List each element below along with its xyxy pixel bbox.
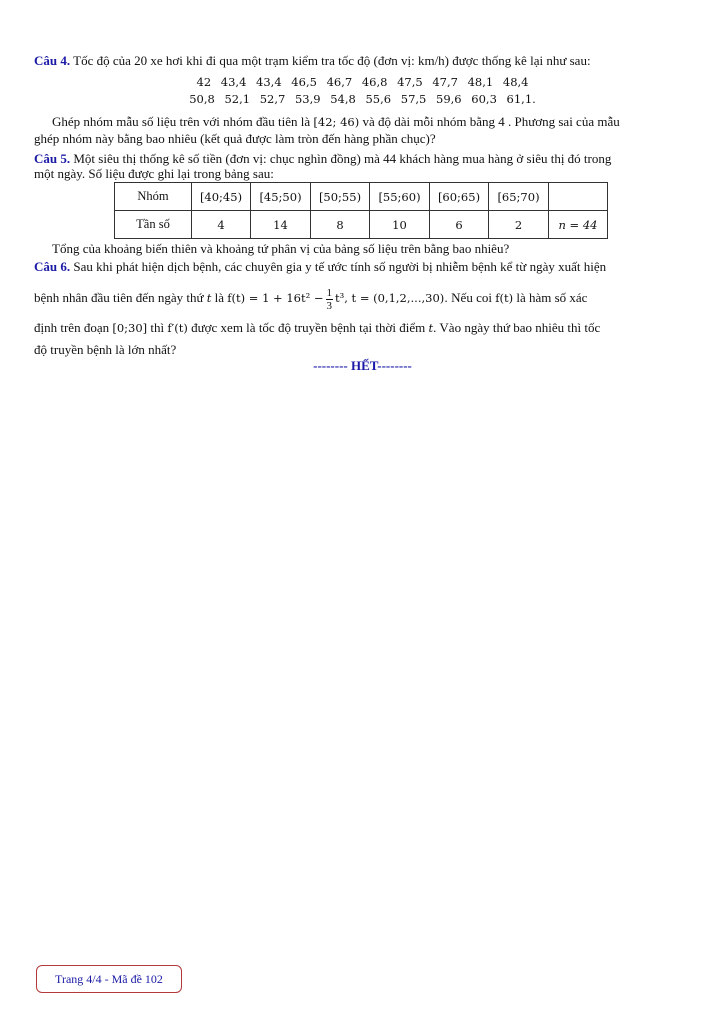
domain-interval: [0;30] [112,321,148,335]
group-cell: [50;55) [311,183,370,211]
q4-task-text-a: Ghép nhóm mẫu số liệu trên với nhóm đầu tiên là [52,114,311,129]
variable-t-2: t [428,321,434,335]
empty-cell [549,183,608,211]
q5-intro-2: một ngày. Số liệu được ghi lại trong bảng sau: [34,166,274,181]
q4-text: Tốc độ của 20 xe hơi khi đi qua một trạm kiểm tra tốc độ (đơn vị: km/h) được thống kê lại như sau: [73,53,591,68]
function-f: f(t) [495,291,514,305]
fraction-one-third [326,287,334,312]
q4-first-interval: [42; 46) [313,115,360,129]
fraction-numerator: 1 [326,286,332,299]
page-footer: Trang 4/4 - Mã đề 102 [36,965,182,993]
q4-task-line-1 [52,114,620,130]
q6-text-1: Sau khi phát hiện dịch bệnh, các chuyên gia y tế ước tính số người bị nhiễm bệnh kể từ ngày xuất hiện [73,259,607,274]
q6-text-3d: . Vào ngày thứ bao nhiêu thì tốc [433,320,601,335]
q4-task-line-2: ghép nhóm này bằng bao nhiêu (kết quả được làm tròn đến hàng phần chục)? [34,131,436,146]
freq-cell: 2 [489,211,549,239]
freq-cell: 14 [251,211,311,239]
table-row [115,183,608,211]
q6-text-2d: là hàm số xác [516,290,588,305]
q5-question: Tổng của khoảng biến thiên và khoảng tứ phân vị của bảng số liệu trên bằng bao nhiêu? [52,241,510,256]
total-cell: n = 44 [549,211,608,239]
q4-label: Câu 4. [34,53,71,68]
q4-data-row-1: 42 43,4 43,4 46,5 46,7 46,8 47,5 47,7 48,1 48,4 [196,75,529,89]
freq-cell: 6 [430,211,489,239]
formula-right: t³, t = (0,1,2,...,30). [335,291,448,305]
q6-text-3b: thì [150,320,165,335]
variable-t: t [206,291,212,305]
q6-text-2b: là [214,290,225,305]
q6-text-2c: Nếu coi [451,290,492,305]
q6-label: Câu 6. [34,259,71,274]
q6-text-3c: được xem là tốc độ truyền bệnh tại thời điểm [191,320,426,335]
q5-text: Một siêu thị thống kê số tiền (đơn vị: chục nghìn đồng) mà 44 khách hàng mua hàng ở siêu thị đó trong [73,151,612,166]
derivative: f′(t) [167,321,188,335]
q6-text-3a: định trên đoạn [34,320,110,335]
q6-text-2a: bệnh nhân đầu tiên đến ngày thứ [34,290,204,305]
q6-line-4: độ truyền bệnh là lớn nhất? [34,342,177,357]
q4-data-row-2: 50,8 52,1 52,7 53,9 54,8 55,6 57,5 59,6 60,3 61,1. [189,92,536,106]
group-cell: [45;50) [251,183,311,211]
group-header-cell: Nhóm [115,183,192,211]
q6-formula-line [34,285,587,312]
group-cell: [60;65) [430,183,489,211]
formula-left: f(t) = 1 + 16t² − [227,291,324,305]
frequency-table [114,182,608,239]
group-cell: [40;45) [192,183,251,211]
freq-cell: 10 [370,211,430,239]
q4-intro [34,53,591,69]
table-row [115,211,608,239]
q4-task-text-b: và độ dài mỗi nhóm bằng 4 . Phương sai của mẫu [362,114,620,129]
q6-intro [34,259,606,275]
freq-cell: 4 [192,211,251,239]
freq-cell: 8 [311,211,370,239]
fraction-denominator: 3 [326,299,332,312]
end-marker: -------- HẾT-------- [313,358,412,373]
q5-label: Câu 5. [34,151,71,166]
group-cell: [55;60) [370,183,430,211]
group-cell: [65;70) [489,183,549,211]
q5-intro [34,151,611,167]
q6-line-3 [34,318,600,338]
freq-header-cell: Tần số [115,211,192,239]
